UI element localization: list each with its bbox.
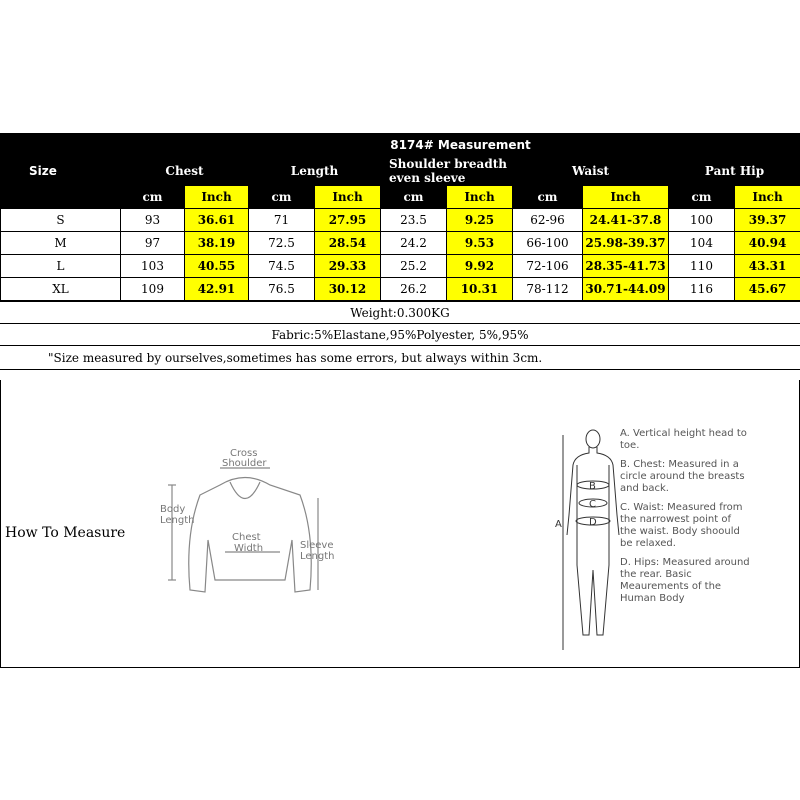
body-letter-d: D [589, 517, 597, 528]
table-title: 8174# Measurement [121, 134, 800, 157]
cm-value-cell: 116 [669, 278, 735, 301]
cm-value-cell: 103 [121, 255, 185, 278]
cm-value-cell: 71 [249, 209, 315, 232]
measurement-legend [620, 428, 750, 612]
cm-value-cell: 24.2 [381, 232, 447, 255]
inch-value-cell: 25.98-39.37 [583, 232, 669, 255]
sleeve-length-label-2: Length [300, 551, 335, 562]
inch-value-cell: 29.33 [315, 255, 381, 278]
sleeve-length-label-1: Sleeve [300, 540, 334, 551]
inch-value-cell: 40.55 [185, 255, 249, 278]
table-row [1, 278, 800, 301]
size-header: Size [1, 134, 121, 209]
size-table [0, 133, 800, 301]
inch-value-cell: 45.67 [735, 278, 800, 301]
legend-item: A. Vertical height head to toe. [620, 428, 747, 451]
cm-value-cell: 72.5 [249, 232, 315, 255]
unit-cm: cm [249, 186, 315, 209]
legend-item: B. Chest: Measured in a circle around the breasts and back. [620, 459, 745, 494]
chest-width-label-2: Width [234, 543, 264, 554]
table-row [1, 255, 800, 278]
table-row [1, 209, 800, 232]
inch-value-cell: 28.54 [315, 232, 381, 255]
info-table [0, 301, 800, 370]
inch-value-cell: 40.94 [735, 232, 800, 255]
inch-value-cell: 9.92 [447, 255, 513, 278]
inch-value-cell: 24.41-37.8 [583, 209, 669, 232]
unit-inch: Inch [447, 186, 513, 209]
cm-value-cell: 104 [669, 232, 735, 255]
body-letter-a: A [555, 519, 562, 530]
size-chart [0, 133, 800, 370]
body-length-label-2: Length [160, 515, 195, 526]
unit-cm: cm [381, 186, 447, 209]
size-cell: XL [1, 278, 121, 301]
column-header-length: Length [249, 157, 381, 186]
column-header-pant-hip: Pant Hip [669, 157, 800, 186]
cm-value-cell: 25.2 [381, 255, 447, 278]
size-note: "Size measured by ourselves,sometimes has some errors, but always within 3cm. [0, 346, 800, 370]
inch-value-cell: 28.35-41.73 [583, 255, 669, 278]
legend-item: D. Hips: Measured around the rear. Basic Meaurements of the Human Body [620, 557, 750, 604]
cm-value-cell: 72-106 [513, 255, 583, 278]
size-cell: S [1, 209, 121, 232]
body-head [586, 430, 600, 448]
cm-value-cell: 93 [121, 209, 185, 232]
cm-value-cell: 110 [669, 255, 735, 278]
cm-value-cell: 62-96 [513, 209, 583, 232]
column-header-chest: Chest [121, 157, 249, 186]
inch-value-cell: 43.31 [735, 255, 800, 278]
column-header-waist: Waist [513, 157, 669, 186]
inch-value-cell: 27.95 [315, 209, 381, 232]
chest-width-label-1: Chest [232, 532, 261, 543]
unit-cm: cm [513, 186, 583, 209]
unit-inch: Inch [583, 186, 669, 209]
cross-shoulder-label-1: Cross [230, 448, 258, 459]
inch-value-cell: 30.71-44.09 [583, 278, 669, 301]
size-cell: L [1, 255, 121, 278]
unit-cm: cm [669, 186, 735, 209]
body-diagram [555, 425, 625, 655]
how-to-measure-label: How To Measure [5, 525, 126, 541]
cm-value-cell: 76.5 [249, 278, 315, 301]
inch-value-cell: 9.25 [447, 209, 513, 232]
body-letter-c: C [589, 499, 596, 510]
unit-inch: Inch [315, 186, 381, 209]
cm-value-cell: 66-100 [513, 232, 583, 255]
cm-value-cell: 74.5 [249, 255, 315, 278]
fabric-text: Fabric:5%Elastane,95%Polyester, 5%,95% [0, 324, 800, 346]
size-cell: M [1, 232, 121, 255]
shirt-diagram [150, 440, 350, 610]
inch-value-cell: 36.61 [185, 209, 249, 232]
legend-item: C. Waist: Measured from the narrowest point of the waist. Body shoould be relaxed. [620, 502, 743, 549]
cm-value-cell: 100 [669, 209, 735, 232]
cross-shoulder-label-2: Shoulder [222, 458, 267, 469]
inch-value-cell: 10.31 [447, 278, 513, 301]
cm-value-cell: 97 [121, 232, 185, 255]
cm-value-cell: 78-112 [513, 278, 583, 301]
cm-value-cell: 109 [121, 278, 185, 301]
unit-cm: cm [121, 186, 185, 209]
body-letter-b: B [589, 481, 596, 492]
cm-value-cell: 23.5 [381, 209, 447, 232]
cm-value-cell: 26.2 [381, 278, 447, 301]
table-row [1, 232, 800, 255]
unit-inch: Inch [735, 186, 800, 209]
weight-text: Weight:0.300KG [0, 302, 800, 324]
inch-value-cell: 42.91 [185, 278, 249, 301]
body-length-label-1: Body [160, 504, 186, 515]
column-header-shoulder: Shoulder breadth even sleeve [381, 157, 513, 186]
shirt-neckline [230, 482, 260, 499]
inch-value-cell: 39.37 [735, 209, 800, 232]
inch-value-cell: 9.53 [447, 232, 513, 255]
unit-inch: Inch [185, 186, 249, 209]
inch-value-cell: 38.19 [185, 232, 249, 255]
inch-value-cell: 30.12 [315, 278, 381, 301]
